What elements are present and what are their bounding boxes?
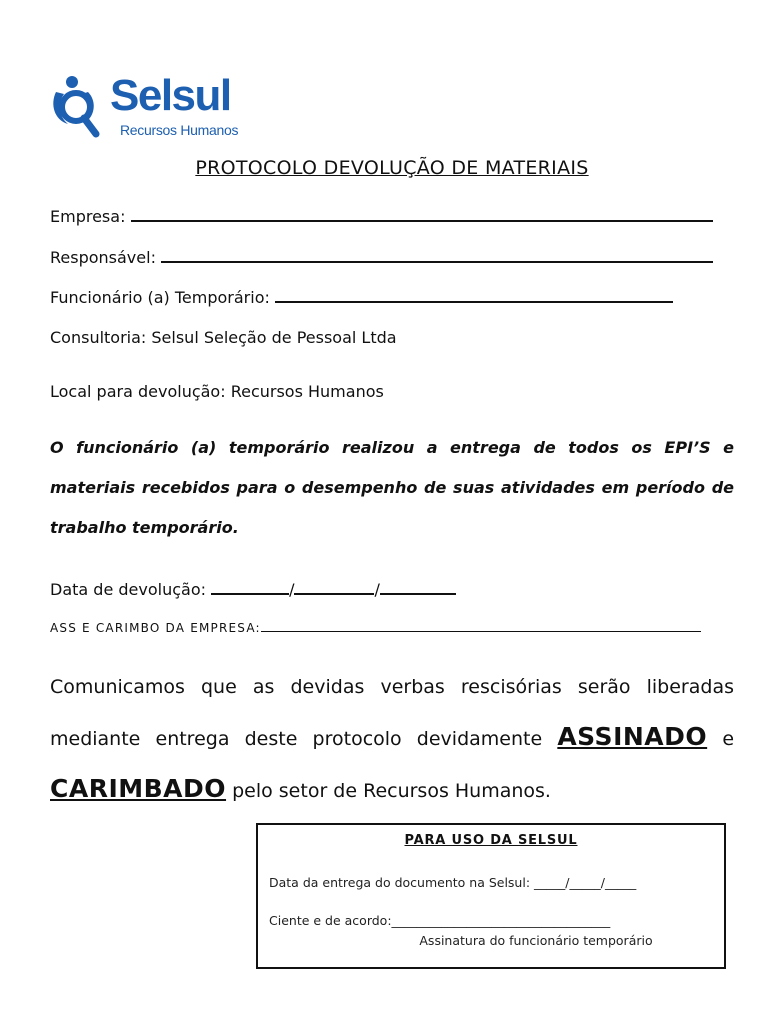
ciente-acordo-line[interactable]: Ciente e de acordo:___________________________________ bbox=[269, 913, 611, 928]
date-slash-2: / bbox=[374, 580, 380, 599]
assinatura-caption: Assinatura do funcionário temporário bbox=[419, 933, 653, 948]
logo-subtitle: Recursos Humanos bbox=[120, 122, 239, 138]
data-devolucao-field bbox=[50, 580, 456, 599]
carimbado-emphasis: CARIMBADO bbox=[50, 774, 227, 803]
notice-conjunction: e bbox=[722, 728, 735, 750]
data-entrega-line[interactable]: Data da entrega do documento na Selsul: _____/_____/_____ bbox=[269, 875, 637, 890]
assinado-emphasis: ASSINADO bbox=[557, 722, 708, 751]
declaration-paragraph: O funcionário (a) temporário realizou a entrega de todos os EPI’S e materiais recebidos para o desempenho de suas atividades em período de trabalho temporário. bbox=[50, 438, 734, 537]
responsavel-label: Responsável: bbox=[50, 248, 156, 267]
selsul-use-box bbox=[256, 823, 726, 969]
funcionario-input-line[interactable] bbox=[275, 300, 673, 303]
notice-text-1: Comunicamos que as devidas verbas rescisórias serão liberadas mediante entrega deste protocolo devidamente bbox=[50, 676, 734, 750]
data-devolucao-year-line[interactable] bbox=[380, 592, 456, 595]
data-devolucao-month-line[interactable] bbox=[294, 592, 374, 595]
responsavel-input-line[interactable] bbox=[161, 260, 713, 263]
local-devolucao-text: Local para devolução: Recursos Humanos bbox=[50, 382, 384, 401]
notice-paragraph bbox=[50, 662, 734, 816]
logo-name: Selsul bbox=[110, 71, 231, 120]
responsavel-field bbox=[50, 248, 713, 267]
funcionario-label: Funcionário (a) Temporário: bbox=[50, 288, 270, 307]
selsul-logo bbox=[48, 72, 248, 142]
data-devolucao-label: Data de devolução: bbox=[50, 580, 206, 599]
ass-carimbo-input-line[interactable] bbox=[261, 630, 701, 632]
ass-carimbo-field bbox=[50, 621, 701, 635]
ass-carimbo-label: ASS E CARIMBO DA EMPRESA: bbox=[50, 621, 261, 635]
empresa-label: Empresa: bbox=[50, 207, 126, 226]
notice-text-2: pelo setor de Recursos Humanos. bbox=[232, 780, 551, 802]
document-title: PROTOCOLO DEVOLUÇÃO DE MATERIAIS bbox=[195, 157, 589, 179]
consultoria-text: Consultoria: Selsul Seleção de Pessoal Ltda bbox=[50, 328, 397, 347]
selsul-box-title: PARA USO DA SELSUL bbox=[404, 833, 578, 848]
empresa-field bbox=[50, 207, 713, 226]
selsul-logo-icon bbox=[48, 74, 108, 138]
empresa-input-line[interactable] bbox=[131, 219, 713, 222]
date-slash-1: / bbox=[289, 580, 295, 599]
funcionario-field bbox=[50, 288, 673, 307]
data-devolucao-day-line[interactable] bbox=[211, 592, 289, 595]
